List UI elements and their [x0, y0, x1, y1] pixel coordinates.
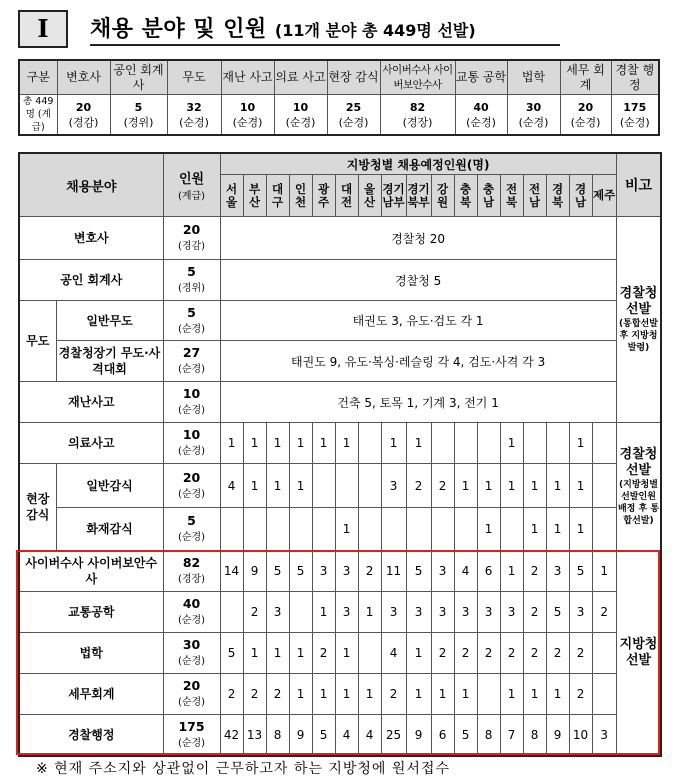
- summary-rank: (경위): [123, 115, 154, 129]
- note-national-sub: (통합선발 후 지방청 발령): [619, 318, 658, 353]
- region-cell: 1: [335, 423, 358, 464]
- region-cell: 14: [220, 551, 243, 592]
- region-cell: 2: [220, 674, 243, 715]
- region-cell: 3: [454, 592, 477, 633]
- summary-value: [380, 95, 455, 136]
- table-row: [19, 260, 661, 301]
- region-cell: 25: [381, 715, 406, 756]
- region-cell: 1: [523, 674, 546, 715]
- region-cell: [477, 423, 500, 464]
- region-cell: 9: [243, 551, 266, 592]
- row-count-value: 10: [182, 386, 201, 401]
- region-cell: 9: [289, 715, 312, 756]
- table-row: [19, 633, 661, 674]
- summary-value: [57, 95, 110, 136]
- region-cell: 1: [569, 423, 592, 464]
- table-row: [19, 382, 661, 423]
- region-cell: 2: [523, 551, 546, 592]
- region-cell: [592, 508, 616, 551]
- region-cell: 1: [500, 464, 523, 508]
- region-cell: 4: [335, 715, 358, 756]
- region-cell: 3: [381, 592, 406, 633]
- region-cell: 1: [546, 464, 569, 508]
- region-cell: 2: [431, 464, 454, 508]
- region-cell: [592, 423, 616, 464]
- region-cell: [220, 592, 243, 633]
- summary-count: 32: [186, 100, 202, 114]
- summary-value-row: [19, 95, 659, 136]
- region-cell: 4: [220, 464, 243, 508]
- row-rank: (순경): [177, 446, 206, 457]
- note-regional-b: [616, 551, 661, 756]
- recruitment-table: [18, 152, 662, 757]
- region-header: 광주: [312, 175, 335, 217]
- region-cell: 8: [266, 715, 289, 756]
- region-cell: 1: [592, 551, 616, 592]
- region-cell: [431, 508, 454, 551]
- row-rank: (경위): [177, 283, 206, 294]
- region-cell: 3: [381, 464, 406, 508]
- row-rank: (순경): [177, 364, 206, 375]
- note-regional-a: [616, 423, 661, 551]
- row-count-value: 20: [182, 222, 201, 237]
- row-field: 일반감식: [56, 464, 163, 508]
- summary-count: 175: [623, 100, 647, 114]
- summary-field: 사이버수사 사이버보안수사: [380, 60, 455, 95]
- region-cell: 1: [569, 464, 592, 508]
- row-field: 사이버수사 사이버보안수사: [19, 551, 163, 592]
- summary-count: 30: [525, 100, 542, 114]
- region-cell: 2: [431, 633, 454, 674]
- region-cell: 2: [523, 592, 546, 633]
- summary-field: 변호사: [57, 60, 110, 95]
- summary-rank: (경장): [402, 115, 433, 129]
- row-field: 법학: [19, 633, 163, 674]
- note-national: [616, 217, 661, 423]
- region-cell: [431, 423, 454, 464]
- region-cell: 4: [381, 633, 406, 674]
- summary-count: 5: [134, 100, 143, 114]
- region-cell: 5: [406, 551, 431, 592]
- region-header: 경기 북부: [406, 175, 431, 217]
- title-main: 채용 분야 및 인원: [90, 17, 267, 42]
- region-header: 대전: [335, 175, 358, 217]
- row-count: [163, 301, 220, 341]
- note-regional-a-title: 경찰청 선발: [619, 446, 658, 478]
- region-cell: [220, 508, 243, 551]
- region-header: 제주: [592, 175, 616, 217]
- row-rank: (순경): [177, 737, 206, 749]
- region-cell: 1: [358, 592, 381, 633]
- region-cell: [243, 508, 266, 551]
- region-cell: 3: [335, 592, 358, 633]
- region-cell: 1: [289, 633, 312, 674]
- row-count: [163, 715, 220, 756]
- table-row: [19, 301, 661, 341]
- region-cell: [358, 633, 381, 674]
- region-cell: 13: [243, 715, 266, 756]
- region-cell: 1: [431, 674, 454, 715]
- table-header-row: [19, 153, 661, 175]
- row-field: 화재감식: [56, 508, 163, 551]
- row-rank: (순경): [177, 323, 206, 335]
- summary-field: 교통 공학: [455, 60, 507, 95]
- summary-table: [18, 59, 660, 136]
- row-field: 공인 회계사: [19, 260, 163, 301]
- summary-field: 경찰 행정: [611, 60, 659, 95]
- region-cell: 1: [289, 464, 312, 508]
- row-rank: (순경): [177, 405, 206, 416]
- region-cell: 3: [312, 551, 335, 592]
- region-cell: 1: [243, 633, 266, 674]
- region-header: 충북: [454, 175, 477, 217]
- region-cell: [335, 464, 358, 508]
- region-cell: 1: [335, 508, 358, 551]
- row-count-value: 5: [187, 304, 196, 320]
- region-cell: 3: [592, 715, 616, 756]
- region-cell: 2: [358, 551, 381, 592]
- row-count-value: 40: [182, 596, 201, 611]
- region-cell: 2: [243, 674, 266, 715]
- row-field: 교통공학: [19, 592, 163, 633]
- summary-count: 10: [292, 100, 309, 114]
- region-cell: 1: [500, 674, 523, 715]
- region-cell: 5: [546, 592, 569, 633]
- summary-value: [274, 95, 327, 136]
- row-count: [163, 464, 220, 508]
- region-cell: 42: [220, 715, 243, 756]
- row-count-value: 10: [182, 427, 201, 442]
- row-count-value: 20: [182, 469, 201, 485]
- region-header: 경북: [546, 175, 569, 217]
- region-cell: 2: [243, 592, 266, 633]
- row-field: 변호사: [19, 217, 163, 260]
- region-cell: 1: [335, 674, 358, 715]
- region-cell: 1: [523, 464, 546, 508]
- region-header: 부산: [243, 175, 266, 217]
- region-cell: 5: [454, 715, 477, 756]
- row-rank: (순경): [177, 532, 206, 543]
- region-cell: [312, 508, 335, 551]
- table-row: [19, 217, 661, 260]
- region-cell: [312, 464, 335, 508]
- summary-rank: (순경): [466, 115, 496, 129]
- summary-count: 20: [75, 100, 92, 114]
- summary-label-total: 총 449명 (계급): [19, 95, 57, 136]
- region-cell: 2: [477, 633, 500, 674]
- region-cell: 4: [454, 551, 477, 592]
- region-cell: 1: [454, 464, 477, 508]
- region-cell: [289, 592, 312, 633]
- row-count: [163, 592, 220, 633]
- row-rank: (순경): [177, 697, 206, 708]
- region-cell: 9: [546, 715, 569, 756]
- region-cell: [454, 508, 477, 551]
- region-cell: 2: [569, 674, 592, 715]
- table-row: [19, 341, 661, 382]
- row-count: [163, 674, 220, 715]
- summary-count: 25: [345, 100, 362, 114]
- summary-field: 무도: [167, 60, 221, 95]
- table-row: [19, 423, 661, 464]
- page-title: [90, 12, 476, 43]
- region-header: 강원: [431, 175, 454, 217]
- row-count-value: 30: [182, 637, 201, 652]
- summary-value: [167, 95, 221, 136]
- region-cell: 1: [243, 464, 266, 508]
- summary-rank: (순경): [518, 115, 549, 129]
- region-cell: 1: [220, 423, 243, 464]
- region-cell: 4: [358, 715, 381, 756]
- row-field: 일반무도: [56, 301, 163, 341]
- region-cell: 3: [431, 592, 454, 633]
- summary-field: 의료 사고: [274, 60, 327, 95]
- region-header: 경기 남부: [381, 175, 406, 217]
- header-count: [163, 153, 220, 217]
- row-allocation: 경찰청 20: [220, 217, 616, 260]
- row-allocation: 태권도 9, 유도·복싱·레슬링 각 4, 검도·사격 각 3: [220, 341, 616, 382]
- header-regions-title: 지방청별 채용예정인원(명): [220, 153, 616, 175]
- region-cell: 2: [454, 633, 477, 674]
- row-rank: (경장): [177, 574, 206, 585]
- region-cell: 3: [431, 551, 454, 592]
- row-allocation: 경찰청 5: [220, 260, 616, 301]
- region-cell: [266, 508, 289, 551]
- region-cell: 5: [312, 715, 335, 756]
- region-cell: 1: [358, 674, 381, 715]
- region-cell: 1: [312, 423, 335, 464]
- row-count: [163, 633, 220, 674]
- region-cell: 2: [266, 674, 289, 715]
- region-cell: 1: [312, 592, 335, 633]
- region-cell: 1: [500, 551, 523, 592]
- region-cell: 1: [381, 423, 406, 464]
- region-cell: [546, 423, 569, 464]
- region-cell: 2: [592, 592, 616, 633]
- summary-rank: (경감): [68, 115, 99, 129]
- region-cell: [381, 508, 406, 551]
- region-cell: 1: [523, 508, 546, 551]
- title-subtitle: (11개 분야 총 449명 선발): [274, 21, 476, 40]
- region-cell: 1: [266, 464, 289, 508]
- section-header: [18, 10, 658, 48]
- row-count: [163, 382, 220, 423]
- region-header: 울산: [358, 175, 381, 217]
- region-cell: 5: [289, 551, 312, 592]
- region-header: 전북: [500, 175, 523, 217]
- region-header: 경남: [569, 175, 592, 217]
- table-row: [19, 592, 661, 633]
- region-cell: [592, 464, 616, 508]
- title-underline: [90, 44, 560, 46]
- region-cell: 2: [546, 633, 569, 674]
- table-row: [19, 551, 661, 592]
- region-cell: 2: [500, 633, 523, 674]
- row-field: 재난사고: [19, 382, 163, 423]
- region-cell: 3: [335, 551, 358, 592]
- region-cell: 2: [569, 633, 592, 674]
- row-count-value: 5: [187, 513, 196, 528]
- group-hyeonjang: 현장 감식: [19, 464, 56, 551]
- region-cell: 2: [381, 674, 406, 715]
- summary-rank: (순경): [179, 115, 209, 129]
- row-field: 의료사고: [19, 423, 163, 464]
- row-field: 경찰청장기 무도·사격대회: [56, 341, 163, 382]
- region-cell: 2: [312, 633, 335, 674]
- row-count: [163, 260, 220, 301]
- region-cell: [358, 464, 381, 508]
- row-count: [163, 551, 220, 592]
- region-cell: [454, 423, 477, 464]
- row-count: [163, 508, 220, 551]
- summary-field: 현장 감식: [327, 60, 380, 95]
- summary-rank: (순경): [338, 115, 369, 129]
- region-cell: 8: [477, 715, 500, 756]
- summary-value: [611, 95, 659, 136]
- region-cell: 1: [477, 464, 500, 508]
- region-cell: [358, 508, 381, 551]
- region-cell: [523, 423, 546, 464]
- region-cell: 1: [289, 423, 312, 464]
- region-cell: [592, 633, 616, 674]
- summary-rank: (순경): [232, 115, 263, 129]
- region-cell: 1: [266, 423, 289, 464]
- region-cell: 10: [569, 715, 592, 756]
- header-count-label: 인원: [178, 172, 205, 187]
- section-number: I: [18, 10, 68, 48]
- region-cell: 3: [477, 592, 500, 633]
- region-cell: 8: [523, 715, 546, 756]
- region-cell: 6: [431, 715, 454, 756]
- region-cell: 1: [569, 508, 592, 551]
- note-regional-b-title: 지방청 선발: [619, 636, 658, 668]
- row-allocation: 태권도 3, 유도·검도 각 1: [220, 301, 616, 341]
- region-header: 충남: [477, 175, 500, 217]
- row-rank: (순경): [177, 488, 206, 500]
- row-rank: (순경): [177, 615, 206, 626]
- region-cell: 2: [523, 633, 546, 674]
- header-field: 채용분야: [19, 153, 163, 217]
- note-regional-a-sub: (지방청별 선발인원 배정 후 통합선발): [617, 479, 660, 526]
- group-mudo: 무도: [19, 301, 56, 382]
- region-cell: 5: [569, 551, 592, 592]
- summary-value: [110, 95, 167, 136]
- region-cell: 1: [289, 674, 312, 715]
- summary-field: 세무 회계: [560, 60, 611, 95]
- footnote: ※ 현재 주소지와 상관없이 근무하고자 하는 지방청에 원서접수: [36, 761, 450, 777]
- region-cell: 1: [406, 633, 431, 674]
- summary-value: [507, 95, 560, 136]
- table-row: [19, 715, 661, 756]
- row-rank: (순경): [177, 656, 206, 667]
- region-header: 전남: [523, 175, 546, 217]
- row-count: [163, 217, 220, 260]
- region-cell: 1: [454, 674, 477, 715]
- region-cell: [592, 674, 616, 715]
- region-cell: 1: [266, 633, 289, 674]
- summary-value: [560, 95, 611, 136]
- summary-field: 재난 사고: [221, 60, 274, 95]
- region-cell: 3: [500, 592, 523, 633]
- region-cell: 11: [381, 551, 406, 592]
- summary-header-row: [19, 60, 659, 95]
- region-cell: [406, 508, 431, 551]
- summary-count: 10: [239, 100, 256, 114]
- region-cell: 1: [477, 508, 500, 551]
- row-field: 세무회계: [19, 674, 163, 715]
- region-cell: 5: [220, 633, 243, 674]
- row-count: [163, 341, 220, 382]
- row-count-value: 20: [182, 678, 201, 693]
- region-cell: 1: [546, 508, 569, 551]
- row-rank: (경감): [177, 241, 206, 252]
- region-cell: [289, 508, 312, 551]
- row-count: [163, 423, 220, 464]
- region-cell: 3: [546, 551, 569, 592]
- summary-value: [327, 95, 380, 136]
- region-cell: 5: [266, 551, 289, 592]
- region-cell: 3: [406, 592, 431, 633]
- region-cell: 2: [406, 464, 431, 508]
- note-national-title: 경찰청 선발: [619, 285, 658, 317]
- summary-rank: (순경): [285, 115, 316, 129]
- row-count-value: 27: [182, 345, 201, 360]
- summary-count: 82: [409, 100, 426, 114]
- summary-field: 법학: [507, 60, 560, 95]
- region-cell: 3: [266, 592, 289, 633]
- summary-field: 공인 회계사: [110, 60, 167, 95]
- table-row: [19, 464, 661, 508]
- region-cell: 1: [312, 674, 335, 715]
- region-cell: 6: [477, 551, 500, 592]
- header-count-sub: (계급): [177, 191, 206, 202]
- summary-value: [221, 95, 274, 136]
- row-allocation: 건축 5, 토목 1, 기계 3, 전기 1: [220, 382, 616, 423]
- header-note: 비고: [616, 153, 661, 217]
- summary-label-field: 구분: [19, 60, 57, 95]
- region-cell: [358, 423, 381, 464]
- summary-count: 20: [577, 100, 594, 114]
- summary-rank: (순경): [570, 115, 601, 129]
- region-cell: 1: [406, 423, 431, 464]
- region-cell: 1: [335, 633, 358, 674]
- row-count-value: 175: [178, 718, 205, 734]
- row-count-value: 82: [182, 555, 201, 570]
- summary-count: 40: [473, 100, 489, 114]
- region-cell: 1: [406, 674, 431, 715]
- table-row: [19, 674, 661, 715]
- summary-rank: (순경): [619, 115, 650, 129]
- table-row: [19, 508, 661, 551]
- region-header: 대구: [266, 175, 289, 217]
- region-cell: 7: [500, 715, 523, 756]
- region-cell: [477, 674, 500, 715]
- region-header: 서울: [220, 175, 243, 217]
- region-cell: 1: [243, 423, 266, 464]
- summary-value: [455, 95, 507, 136]
- region-cell: 1: [500, 423, 523, 464]
- region-header: 인천: [289, 175, 312, 217]
- region-cell: 9: [406, 715, 431, 756]
- region-cell: 1: [546, 674, 569, 715]
- row-count-value: 5: [187, 264, 196, 279]
- region-cell: 3: [569, 592, 592, 633]
- row-field: 경찰행정: [19, 715, 163, 756]
- region-cell: [500, 508, 523, 551]
